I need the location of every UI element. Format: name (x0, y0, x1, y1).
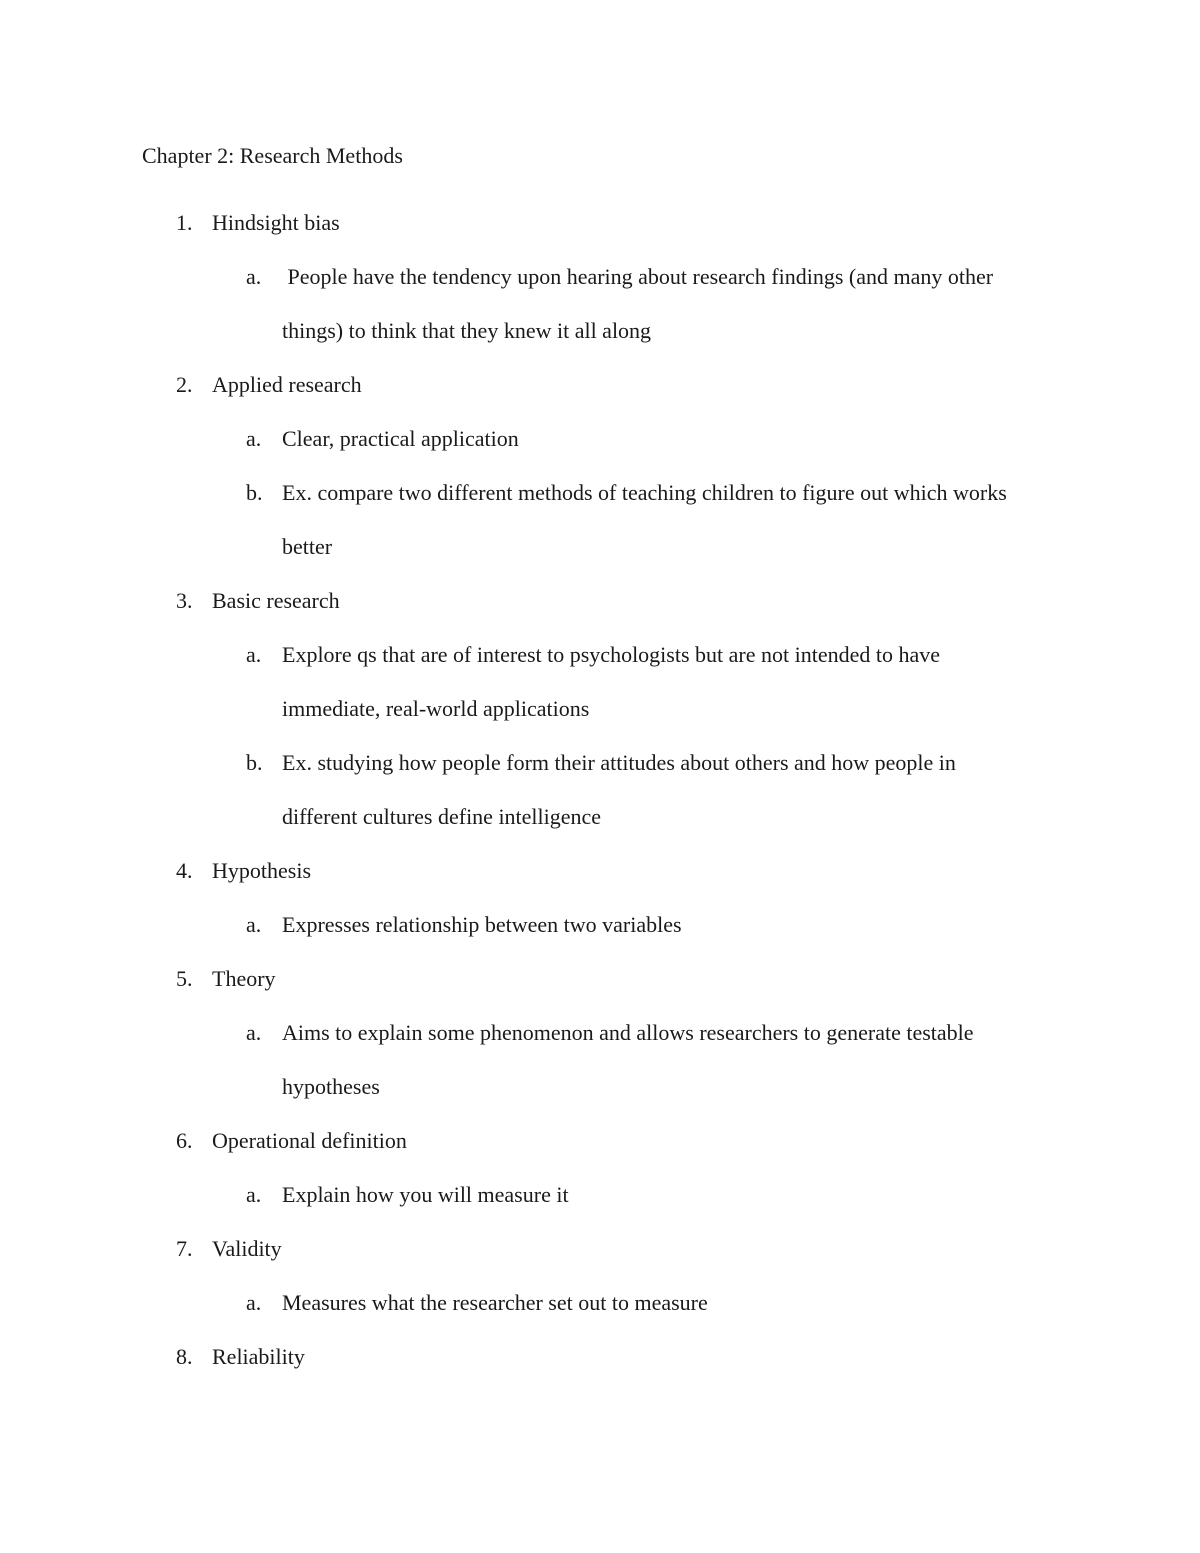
sub-item-line: Measures what the researcher set out to measure (282, 1290, 708, 1315)
outline-item (0, 844, 1200, 952)
sub-item-line: Ex. compare two different methods of teaching children to figure out which works (282, 480, 1007, 505)
sub-item (0, 412, 1200, 466)
item-heading: Applied research (212, 372, 362, 397)
sub-item-letter: b. (246, 480, 263, 505)
item-heading: Hindsight bias (212, 210, 340, 235)
sub-item-line: Aims to explain some phenomenon and allows researchers to generate testable (282, 1020, 974, 1045)
sub-item (0, 466, 1200, 574)
sub-list (0, 1276, 1200, 1330)
sub-item-letter: a. (246, 1020, 262, 1045)
item-number: 8. (176, 1344, 193, 1369)
item-heading: Validity (212, 1236, 282, 1261)
sub-list (0, 412, 1200, 574)
sub-item-text (282, 1276, 1072, 1330)
item-heading: Basic research (212, 588, 340, 613)
sub-item-text (282, 1006, 1072, 1114)
sub-item-letter: b. (246, 750, 263, 775)
sub-item-text (282, 736, 1072, 844)
sub-item-letter: a. (246, 642, 262, 667)
item-number: 6. (176, 1128, 193, 1153)
sub-item-text (282, 466, 1072, 574)
sub-item-letter: a. (246, 912, 262, 937)
sub-list (0, 250, 1200, 358)
sub-item-line: Explore qs that are of interest to psychologists but are not intended to have (282, 642, 941, 667)
outline-item-row (0, 574, 1200, 628)
sub-item (0, 898, 1200, 952)
sub-item (0, 736, 1200, 844)
sub-item-text (282, 1168, 1072, 1222)
item-number: 5. (176, 966, 193, 991)
sub-item-line: better (282, 534, 333, 559)
sub-item (0, 1006, 1200, 1114)
sub-item-line: immediate, real-world applications (282, 696, 590, 721)
outline-item (0, 1114, 1200, 1222)
item-heading: Reliability (212, 1344, 305, 1369)
sub-item-letter: a. (246, 1182, 262, 1207)
item-number: 1. (176, 210, 193, 235)
sub-item-line: Clear, practical application (282, 426, 519, 451)
sub-item-line: different cultures define intelligence (282, 804, 602, 829)
sub-item (0, 1276, 1200, 1330)
sub-item-text (282, 412, 1072, 466)
item-number: 2. (176, 372, 193, 397)
outline-item (0, 1330, 1200, 1384)
outline-list (0, 196, 1200, 1384)
item-number: 3. (176, 588, 193, 613)
outline-item (0, 358, 1200, 574)
sub-item-letter: a. (246, 1290, 262, 1315)
sub-list (0, 628, 1200, 844)
sub-item-line: Explain how you will measure it (282, 1182, 569, 1207)
outline-item-row (0, 1114, 1200, 1168)
sub-list (0, 898, 1200, 952)
outline-item-row (0, 844, 1200, 898)
sub-item-line: Expresses relationship between two variables (282, 912, 682, 937)
outline-item-row (0, 196, 1200, 250)
sub-item-text (282, 628, 1072, 736)
sub-item-text (282, 250, 1072, 358)
sub-item-text (282, 898, 1072, 952)
sub-item (0, 1168, 1200, 1222)
document-title: Chapter 2: Research Methods (142, 143, 403, 168)
outline-item-row (0, 358, 1200, 412)
sub-item-line: Ex. studying how people form their attitudes about others and how people in (282, 750, 956, 775)
sub-item-line: things) to think that they knew it all along (282, 318, 652, 343)
sub-list (0, 1168, 1200, 1222)
outline-item (0, 952, 1200, 1114)
outline-item (0, 1222, 1200, 1330)
sub-item (0, 250, 1200, 358)
outline-item (0, 196, 1200, 358)
item-heading: Hypothesis (212, 858, 311, 883)
outline-item-row (0, 952, 1200, 1006)
sub-list (0, 1006, 1200, 1114)
item-number: 4. (176, 858, 193, 883)
item-heading: Theory (212, 966, 276, 991)
sub-item-line: People have the tendency upon hearing about research findings (and many other (282, 264, 994, 289)
sub-item-letter: a. (246, 426, 262, 451)
outline-item (0, 574, 1200, 844)
item-number: 7. (176, 1236, 193, 1261)
outline-item-row (0, 1330, 1200, 1384)
outline-item-row (0, 1222, 1200, 1276)
sub-item-letter: a. (246, 264, 262, 289)
sub-item-line: hypotheses (282, 1074, 380, 1099)
item-heading: Operational definition (212, 1128, 407, 1153)
sub-item (0, 628, 1200, 736)
